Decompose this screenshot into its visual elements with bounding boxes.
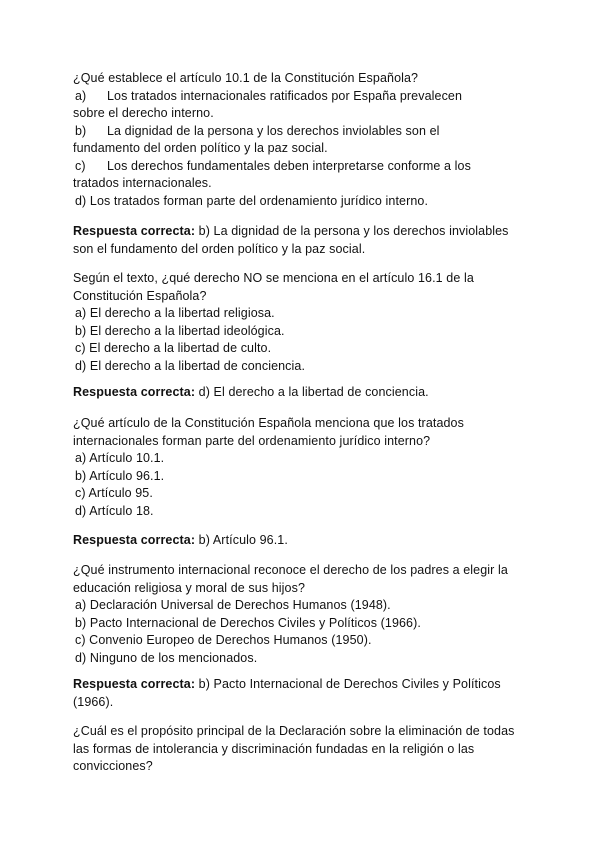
answer-2	[73, 384, 533, 402]
question-2-option-d: d) El derecho a la libertad de conciencia.	[75, 358, 306, 373]
question-5-text-line-2: las formas de intolerancia y discriminación fundadas en la religión o las	[73, 741, 475, 756]
question-4-option-c: c) Convenio Europeo de Derechos Humanos (1950).	[75, 633, 372, 647]
option-label: a)	[75, 88, 87, 103]
question-3-option-d: d) Artículo 18.	[75, 503, 154, 518]
question-4	[73, 562, 533, 667]
answer-text: d) El derecho a la libertad de conciencia.	[198, 385, 429, 399]
question-1	[73, 70, 533, 210]
question-4-text-line-1: ¿Qué instrumento internacional reconoce el derecho de los padres a elegir la	[73, 563, 508, 577]
question-1-option-a	[73, 88, 533, 106]
question-5-text-line-3: convicciones?	[73, 759, 153, 773]
answer-3-line-1	[73, 532, 533, 550]
question-3-option-c: c) Artículo 95.	[75, 486, 153, 500]
question-2-text-line-2: Constitución Española?	[73, 288, 207, 303]
answer-4-line-1	[73, 676, 533, 694]
question-3-option-a: a) Artículo 10.1.	[75, 451, 165, 465]
option-text: Los tratados internacionales ratificados por España prevalecen	[107, 88, 463, 103]
question-3	[73, 415, 533, 520]
question-1-option-b	[73, 123, 533, 141]
answer-text: b) Artículo 96.1.	[198, 533, 288, 547]
option-label: c)	[75, 158, 86, 173]
option-label: b)	[75, 123, 87, 138]
answer-label: Respuesta correcta:	[73, 224, 196, 238]
question-4-option-b: b) Pacto Internacional de Derechos Civiles y Políticos (1966).	[75, 615, 421, 630]
question-2-text-line-1: Según el texto, ¿qué derecho NO se menciona en el artículo 16.1 de la	[73, 271, 474, 285]
question-4-option-d: d) Ninguno de los mencionados.	[75, 650, 258, 665]
answer-label: Respuesta correcta:	[73, 385, 196, 399]
answer-label: Respuesta correcta:	[73, 677, 196, 691]
answer-1-line-2: son el fundamento del orden político y la paz social.	[73, 241, 366, 256]
answer-label: Respuesta correcta:	[73, 533, 196, 547]
question-3-option-b: b) Artículo 96.1.	[75, 468, 165, 483]
answer-text: b) Pacto Internacional de Derechos Civiles y Políticos	[198, 677, 501, 691]
question-4-text-line-2: educación religiosa y moral de sus hijos?	[73, 580, 305, 595]
question-1-option-a-cont: sobre el derecho interno.	[73, 106, 214, 120]
option-text: La dignidad de la persona y los derechos inviolables son el	[107, 123, 440, 138]
question-5-text-line-1: ¿Cuál es el propósito principal de la Declaración sobre la eliminación de todas	[73, 724, 515, 738]
question-4-option-a: a) Declaración Universal de Derechos Humanos (1948).	[75, 598, 391, 612]
question-1-option-d: d) Los tratados forman parte del ordenamiento jurídico interno.	[75, 193, 429, 208]
option-text: Los derechos fundamentales deben interpretarse conforme a los	[107, 158, 471, 173]
question-1-option-c	[73, 158, 533, 176]
answer-text: b) La dignidad de la persona y los derechos inviolables	[198, 224, 509, 238]
answer-1-line-1	[73, 223, 533, 241]
question-2-option-c: c) El derecho a la libertad de culto.	[75, 341, 272, 355]
question-2-option-a: a) El derecho a la libertad religiosa.	[75, 306, 275, 320]
answer-1	[73, 223, 533, 258]
question-2-option-b: b) El derecho a la libertad ideológica.	[75, 323, 285, 338]
question-1-option-b-cont: fundamento del orden político y la paz social.	[73, 141, 328, 155]
answer-4-line-2: (1966).	[73, 694, 114, 709]
answer-2-line-1	[73, 384, 533, 402]
question-3-text-line-2: internacionales forman parte del ordenamiento jurídico interno?	[73, 433, 431, 448]
question-2	[73, 270, 533, 375]
question-5	[73, 723, 533, 776]
question-1-option-c-cont: tratados internacionales.	[73, 176, 212, 190]
question-3-text-line-1: ¿Qué artículo de la Constitución Española menciona que los tratados	[73, 416, 464, 430]
answer-3	[73, 532, 533, 550]
question-1-text: ¿Qué establece el artículo 10.1 de la Constitución Española?	[73, 71, 419, 85]
answer-4	[73, 676, 533, 711]
